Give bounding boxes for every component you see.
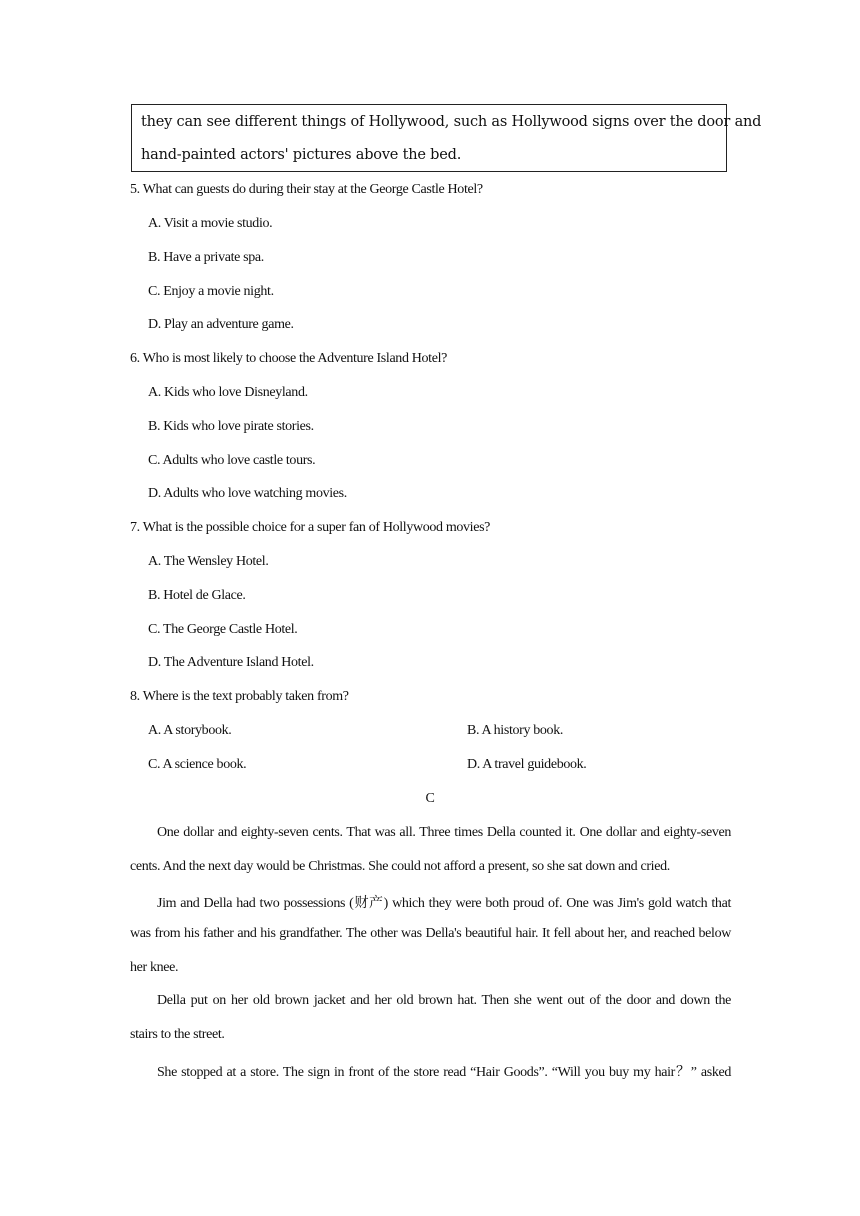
box-line: hand-painted actors' pictures above the bed. (141, 147, 462, 163)
option-6b: B. Kids who love pirate stories. (148, 419, 314, 434)
option-7c: C. The George Castle Hotel. (148, 622, 298, 637)
paragraph-line: Jim and Della had two possessions (财产) which they were both proud of. One was Jim's gold watch that (157, 896, 731, 911)
paragraph-line: Della put on her old brown jacket and her old brown hat. Then she went out of the door and down the (157, 993, 731, 1008)
option-6a: A. Kids who love Disneyland. (148, 385, 308, 400)
section-heading: C (425, 791, 435, 806)
question-5: 5. What can guests do during their stay at the George Castle Hotel? (130, 182, 483, 197)
paragraph-line: was from his father and his grandfather. The other was Della's beautiful hair. It fell about her, and reached below (130, 926, 731, 941)
box-line: they can see different things of Hollywood, such as Hollywood signs over the door and (141, 114, 762, 130)
paragraph-line: her knee. (130, 960, 179, 975)
option-5b: B. Have a private spa. (148, 250, 264, 265)
question-7: 7. What is the possible choice for a super fan of Hollywood movies? (130, 520, 491, 535)
option-8d: D. A travel guidebook. (467, 757, 587, 772)
option-7b: B. Hotel de Glace. (148, 588, 246, 603)
option-8c: C. A science book. (148, 757, 247, 772)
paragraph-line: One dollar and eighty-seven cents. That was all. Three times Della counted it. One dollar and eighty-seven (157, 825, 731, 840)
question-8: 8. Where is the text probably taken from? (130, 689, 349, 704)
paragraph-line: cents. And the next day would be Christmas. She could not afford a present, so she sat down and cried. (130, 859, 670, 874)
option-5d: D. Play an adventure game. (148, 317, 294, 332)
option-7d: D. The Adventure Island Hotel. (148, 655, 314, 670)
question-6: 6. Who is most likely to choose the Adventure Island Hotel? (130, 351, 447, 366)
option-8a: A. A storybook. (148, 723, 232, 738)
paragraph-line: She stopped at a store. The sign in front of the store read “Hair Goods”. “Will you buy my hair？” asked (157, 1065, 731, 1080)
option-5c: C. Enjoy a movie night. (148, 284, 274, 299)
paragraph-line: stairs to the street. (130, 1027, 225, 1042)
option-6c: C. Adults who love castle tours. (148, 453, 316, 468)
option-6d: D. Adults who love watching movies. (148, 486, 347, 501)
option-5a: A. Visit a movie studio. (148, 216, 273, 231)
option-7a: A. The Wensley Hotel. (148, 554, 269, 569)
option-8b: B. A history book. (467, 723, 563, 738)
text-box (131, 104, 762, 172)
